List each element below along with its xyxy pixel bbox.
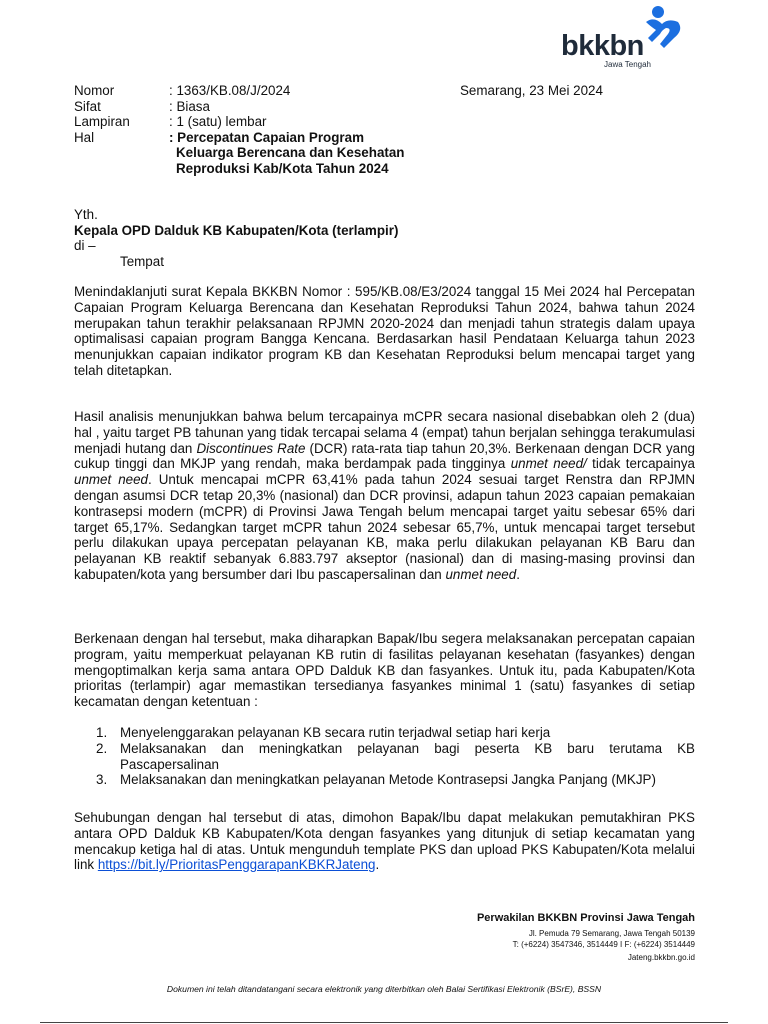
unmet-need-term: unmet need/ <box>510 456 587 472</box>
footer-address: Jl. Pemuda 79 Semarang, Jawa Tengah 50139 <box>528 929 695 938</box>
hal-row-3 <box>74 161 466 177</box>
logo-region: Jawa Tengah <box>604 60 651 69</box>
nomor-value: : 1363/KB.08/J/2024 <box>169 83 291 98</box>
hal-row-2 <box>74 145 466 161</box>
footer-website: Jateng.bkkbn.go.id <box>627 953 695 962</box>
letter-metadata <box>74 83 466 177</box>
di-label: di – <box>74 238 96 254</box>
sifat-label: Sifat <box>74 98 101 114</box>
hal-label: Hal <box>74 129 95 145</box>
lampiran-row <box>74 114 466 130</box>
hal-value-2: Keluarga Berencana dan Kesehatan <box>176 145 405 161</box>
paragraph-1: Menindaklanjuti surat Kepala BKKBN Nomor : 595/KB.08/E3/2024 tanggal 15 Mei 2024 hal Percepatan Capaian Program Keluarga Berencana dan Kesehatan Reproduksi Tahun 2024, bahwa tahun 2024 merupakan tahun terakhir pelaksanaan RPJMN 2020-2024 dan menjadi tahun strategis dalam upaya optimalisasi capaian program Bangga Kencana. Berdasarkan hasil Pendataan Keluarga tahun 2023 menunjukkan capaian indikator program KB dan Kesehatan Reproduksi belum mencapai target yang telah ditetapkan. <box>74 284 695 378</box>
paragraph-3: Berkenaan dengan hal tersebut, maka diharapkan Bapak/Ibu segera melaksanakan percepatan capaian program, yaitu memperkuat pelayanan KB rutin di fasilitas pelayanan kesehatan (fasyankes) dengan mengoptimalkan kerja sama antara OPD Dalduk KB dan fasyankes. Untuk itu, pada Kabupaten/Kota prioritas (terlampir) agar memastikan tersedianya fasyankes minimal 1 (satu) fasyankes di setiap kecamatan dengan ketentuan : <box>74 631 695 710</box>
list-item: 2. Melaksanakan dan meningkatkan pelayanan bagi peserta KB baru terutama KB Pascapersalinan <box>96 740 695 772</box>
nomor-row <box>74 83 466 99</box>
unmet-need-term-3: unmet need <box>445 566 517 582</box>
list-item: 3. Melaksanakan dan meningkatkan pelayanan Metode Kontrasepsi Jangka Panjang (MKJP) <box>96 772 656 788</box>
lampiran-label: Lampiran <box>74 114 130 130</box>
hal-value-3: Reproduksi Kab/Kota Tahun 2024 <box>176 160 389 176</box>
sifat-value: : Biasa <box>169 98 210 114</box>
footer-phone: T: (+6224) 3547346, 3514449 I F: (+6224) 3514449 <box>512 940 695 949</box>
unmet-need-term-2: unmet need <box>74 472 149 488</box>
footer-divider <box>40 1022 728 1023</box>
letter-date: Semarang, 23 Mei 2024 <box>460 83 603 98</box>
bkkbn-logo <box>556 6 696 70</box>
lampiran-value: : 1 (satu) lembar <box>169 114 267 130</box>
hal-row <box>74 130 466 146</box>
yth: Yth. <box>74 207 98 222</box>
recipient: Kepala OPD Dalduk KB Kabupaten/Kota (terlampir) <box>74 222 399 238</box>
paragraph-2: Hasil analisis menunjukkan bahwa belum tercapainya mCPR secara nasional disebabkan oleh 2 (dua) hal , yaitu target PB tahunan yang tidak tercapai selama 4 (empat) tahun berjalan sehingga terakumulasi menjadi hutang dan Discontinues Rate (DCR) rata-rata tiap tahun 20,3%. Berkenaan dengan DCR yang cukup tinggi dan MKJP yang rendah, maka berdampak pada tingginya unmet need/ tidak tercapainya unmet need. Untuk mencapai mCPR 63,41% pada tahun 2024 sesuai target Renstra dan RPJMN dengan asumsi DCR tetap 20,3% (nasional) dan DCR provinsi, adapun tahun 2023 capaian pemakaian kontrasepsi modern (mCPR) di Provinsi Jawa Tengah belum mencapai target yaitu sebesar 65% dari target 65,17%. Sedangkan target mCPR tahun 2024 sebesar 65,7%, untuk mencapai target tersebut perlu dilakukan upaya percepatan pelayanan KB, maka perlu dilakukan pelayanan KB Baru dan pelayanan KB reaktif sebanyak 6.883.797 akseptor (nasional) dan di masing-masing provinsi dan kabupaten/kota yang bersumber dari Ibu pascapersalinan dan unmet need. <box>74 409 696 582</box>
footer-organization: Perwakilan BKKBN Provinsi Jawa Tengah <box>476 912 695 924</box>
discontinues-rate-term: Discontinues Rate <box>196 440 306 456</box>
list-item: 1. Menyelenggarakan pelayanan KB secara rutin terjadwal setiap hari kerja <box>96 725 551 740</box>
e-signature-disclaimer: Dokumen ini telah ditandatangani secara elektronik yang diterbitkan oleh Balai Sertifikasi Elektronik (BSrE), BSSN <box>166 984 602 994</box>
sifat-row <box>74 99 466 115</box>
address-block <box>74 207 398 269</box>
logo-wordmark: bkkbn <box>561 30 644 62</box>
nomor-label: Nomor <box>74 83 115 98</box>
pks-template-link[interactable]: https://bit.ly/PrioritasPenggarapanKBKRJateng <box>97 857 376 873</box>
paragraph-4: Sehubungan dengan hal tersebut di atas, dimohon Bapak/Ibu dapat melakukan pemutakhiran PKS antara OPD Dalduk KB Kabupaten/Kota dengan fasyankes yang ditunjuk di setiap kecamatan yang mencakup ketiga hal di atas. Untuk mengunduh template PKS dan upload PKS Kabupaten/Kota melalui link https://bit.ly/PrioritasPenggarapanKBKRJateng. <box>74 810 695 873</box>
requirements-list <box>74 725 695 788</box>
tempat-label: Tempat <box>120 253 164 269</box>
hal-value-1: : Percepatan Capaian Program <box>169 129 364 145</box>
